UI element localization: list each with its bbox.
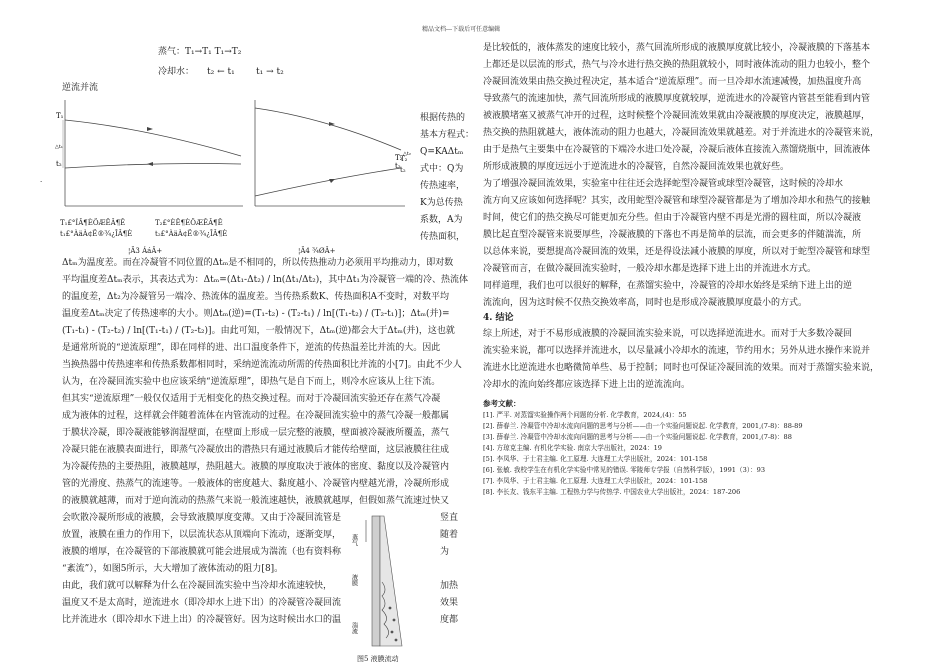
counterflow-parallelflow-label: 逆流并流	[62, 83, 99, 93]
conclusion-text	[483, 326, 879, 394]
body-line: “紊流”），如图5所示，大大增加了液体流动的阻力[8]。	[62, 564, 284, 574]
figure-caption: 图5 液膜流动	[357, 655, 399, 663]
bullet-mark: .	[40, 176, 43, 184]
liquid-film	[380, 516, 402, 646]
reference-item: [3]. 薛春兰. 冷凝管中冷却水流向问题的思考与分析——由一个实验问题说起. 化学教育，2001,(7-8)：88	[483, 433, 792, 441]
figure-label-turbulence: 湍流	[350, 622, 358, 634]
references-list	[483, 410, 803, 498]
body-line: 流方向又应该如何选择呢？其实，改用蛇型冷凝管和球型冷凝管都是为了增加冷却水和热气的接触	[483, 196, 871, 206]
side-line: 传热面积，	[420, 232, 466, 242]
body-line: 冷凝管而言，在做冷凝回流实验时，一般冷却水都是选择下进上出的并流进水方式。	[483, 264, 817, 274]
float-word: 度都	[440, 615, 459, 625]
label-T1: T₁	[56, 112, 64, 120]
body-line: 由于是热气主要集中在冷凝管的下端冷水进口处冷凝，冷凝后液体直接流入蒸馏烧瓶中，回流液体	[483, 145, 871, 155]
steam-formula: 蒸气：T₁→T₁ T₁→T₂	[158, 47, 242, 57]
steam-curve	[65, 120, 241, 156]
body-line: 但其实“逆流原理”一般仅仅适用于无相变化的热交换过程。而对于冷凝回流实验还存在蒸气冷凝	[62, 394, 441, 404]
body-line: Δtₘ为温度差。而在冷凝管不同位置的Δtₘ是不相同的，所以传热推动力必须用平均推动力，即对数	[62, 258, 454, 268]
side-line: 基本方程式：	[420, 130, 475, 140]
body-line: (T₁-t₁) - (T₂-t₂) / ln[(T₁-t₁) / (T₂-t₂)]。由此可知，一般情况下，Δtₘ(逆)都会大于Δtₘ(并)，这也就	[62, 326, 455, 336]
figure-label-steam: 蒸气	[350, 534, 358, 546]
body-line: 上都还是以层流的形式，热气与冷水进行热交换的热阻就较小，同时液体流动的阻力也较小，整个	[483, 60, 871, 70]
droplet	[393, 619, 396, 622]
reference-item: [4]. 方琼克主编. 有机化学实验. 南京大学出版社，2024：19	[483, 444, 662, 452]
label-dt1: △t₁	[55, 144, 63, 150]
body-line: 冷凝回流效果由热交换过程决定，基本适合“逆流原理”。而一旦冷却水流速减慢，加热温度升高	[483, 77, 862, 87]
graph-label-T2: T₂	[400, 155, 408, 163]
reference-item: [6]. 张敏. 我校学生在有机化学实验中常见的错误. 零陵师专学报（自然科学版），1991（3）：93	[483, 466, 766, 474]
body-line: 液膜的增厚，在冷凝管的下部液膜就可能会进展成为湍流（也有资料称	[62, 547, 342, 557]
side-line: K为总传热	[420, 198, 463, 208]
body-line: 管的光滑度、热蒸气的流速等。一般液体的密度越大、黏度越小、冷凝管内壁越光滑，冷凝所形成	[62, 479, 450, 489]
body-line: 由此，我们就可以解释为什么在冷凝回流实验中当冷却水流速较快，	[62, 581, 333, 591]
liquid-film-flow-figure	[352, 512, 422, 652]
reference-item: [7]. 李凤华、于士君主编. 化工原理. 大连理工大学出版社，2024：101-158	[483, 477, 708, 485]
side-line: 式中：Q为	[420, 164, 464, 174]
body-line: 流进水比逆流进水也略微简单些、易于控制；同时也可保证冷凝回流的效果。而对于蒸馏实验来说，	[483, 363, 880, 373]
reference-item: [5]. 李凤华、于士君主编. 化工原理. 大连理工大学出版社，2024：101-158	[483, 455, 708, 463]
body-line: 冷凝只能在液膜表面进行，即蒸气冷凝放出的潜热只有通过液膜后才能传给壁面，这层液膜往往成	[62, 445, 450, 455]
body-line: 冷却水的流向始终都应该选择下进上出的逆流流向。	[483, 380, 691, 390]
body-line: 平均温度差Δtₘ表示，其表达式为：Δtₘ=(Δt₁-Δt₂) / ln(Δt₁/Δt₂)，其中Δt₁为冷凝管一端的冷、热流体	[62, 275, 468, 285]
references-heading: 参考文献：	[483, 399, 521, 408]
droplet	[395, 639, 398, 642]
body-line: 同样道理，我们也可以很好的解释，在蒸馏实验中，冷凝管的冷却水始终是采纳下进上出的逆	[483, 281, 853, 291]
label-t2: t₂	[56, 160, 62, 168]
label-t2: t₂	[395, 162, 401, 170]
body-line: 会吹散冷凝所形成的液膜，会导致液膜厚度变薄。又由于冷凝回流管是	[62, 513, 342, 523]
float-word: 竖直	[440, 513, 459, 523]
reference-item: [1]. 严平. 对蒸馏实验操作两个问题的分析. 化学教育，2024,(4)：55	[483, 411, 687, 419]
body-line: 膜比起直型冷凝管来说要厚些，冷凝液膜的下落也不再是简单的层流，而会更多的伴随湍流，所	[483, 230, 862, 240]
parallelflow-temperature-graph	[245, 98, 420, 210]
side-text	[420, 110, 474, 246]
right-graph-caption-1: T₂£°ÈÊ¶ÈÖÆÊÂ¶Ê	[155, 219, 223, 227]
body-line: 放置，液膜在重力的作用下，以层流状态从顶端向下流动，逐渐变厚，	[62, 530, 342, 540]
body-line: 温度又不是太高时，逆流进水（即冷却水上进下出）的冷凝管冷凝回流	[62, 598, 342, 608]
body-line: 的温度差，Δt₂为冷凝管另一端冷、热流体的温度差。当传热系数K、传热面积A不变时，对数平均	[62, 292, 449, 302]
body-line: 比并流进水（即冷却水下进上出）的冷凝管好。因为这时候出水口的温	[62, 615, 342, 625]
arrow-icon	[147, 162, 153, 166]
body-line: 温度差Δtₘ决定了传热速率的大小。则Δtₘ(逆)=(T₁-t₂) - (T₂-t₁) / ln[(T₁-t₂) / (T₂-t₁)]；Δtₘ(并)=	[62, 309, 450, 319]
right-body-text	[483, 40, 879, 312]
side-line: 传热速率，	[420, 181, 466, 191]
float-word: 随着	[440, 530, 459, 540]
float-word: 加热	[440, 581, 459, 591]
arrow-icon	[329, 179, 335, 183]
label-T2: T₂	[395, 154, 403, 162]
body-line: 以总体来说，要想提高冷凝回流的效果，还是得设法减小液膜的厚度，所以对于蛇型冷凝管和球型	[483, 247, 871, 257]
graph-label-t2: t₂	[400, 166, 406, 174]
body-line: 导致蒸气的流速加快，蒸气回流所形成的液膜厚度就较厚，逆流进水的冷凝管内管甚至能看到内管	[483, 94, 871, 104]
conclusion-heading: 4. 结论	[483, 313, 514, 323]
side-line: 根据传热的	[420, 113, 466, 123]
left-graph-caption-3: ¦Ä3 ÁáÂ+	[128, 247, 163, 255]
body-line: 是比较低的，液体蒸发的速度比较小，蒸气回流所形成的液膜厚度就比较小，冷凝液膜的下落基本	[483, 43, 871, 53]
side-line: Q=KAΔtₘ	[420, 147, 464, 157]
body-line: 的液膜就越薄，而对于逆向流动的热蒸气来说一般流速越快，液膜就越厚，但假如蒸气流速过快又	[62, 496, 450, 506]
tube-wall	[372, 516, 380, 646]
left-graph-caption-1: T₁£°ÍÂ¶ÈÖÆÊÂ¶Ê	[60, 219, 126, 227]
body-line: 时间，使它们的热交换尽可能更加充分些。但由于冷凝管内壁不再是光滑的圆柱面，所以冷凝液	[483, 213, 862, 223]
cooling-water-parallelflow: t₁ → t₂	[256, 67, 284, 77]
cooling-water-counterflow: t₂ ← t₁	[207, 67, 235, 77]
label-dt2: △t₂	[403, 151, 411, 157]
left-graph-caption-2: t₁£°ÀäÀ¢Ë®¾¿ÎÂ¶È	[60, 230, 133, 238]
side-line: 系数，A为	[420, 215, 463, 225]
counterflow-temperature-graph	[55, 98, 245, 210]
body-line: 当换热器中传热速率和传热系数都相同时，采纳逆流流动所需的传热面积比并流的小[7]。由此不少人	[62, 360, 462, 370]
cooling-water-label: 冷却水：	[158, 67, 195, 77]
right-graph-caption-3: ¦Ä4 ¾ØÂ+	[298, 247, 336, 255]
page-header: 精品文档---下载后可任意编辑	[422, 26, 501, 33]
body-line: 于膜状冷凝，即冷凝液能够润湿壁面，在壁面上形成一层完整的液膜，壁面被冷凝液所覆盖，蒸气	[62, 428, 450, 438]
reference-item: [2]. 薛春兰. 冷凝管中冷却水流向问题的思考与分析——由一个实验问题说起. 化学教育，2001,(7-8)：88-89	[483, 422, 803, 430]
body-line: 所形成液膜的厚度远远小于逆流进水的冷凝管，自然冷凝回流效果也就好些。	[483, 162, 790, 172]
float-word: 效果	[440, 598, 459, 608]
body-line: 热交换的热阻就越大，液体流动的阻力也越大，冷凝回流效果就越差。对于并流进水的冷凝管来说，	[483, 128, 880, 138]
body-line: 为了增强冷凝回流效果，实验室中往往还会选择蛇型冷凝管或球型冷凝管，这时候的冷却水	[483, 179, 844, 189]
reference-item: [8]. 李长友、钱东平主编. 工程热力学与传热学. 中国农业大学出版社，2024：187-206	[483, 488, 741, 496]
body-line: 综上所述，对于不易形成液膜的冷凝回流实验来说，可以选择逆流进水。而对于大多数冷凝回	[483, 329, 853, 339]
steam-curve	[255, 108, 401, 150]
body-line: 是通常所说的“逆流原理”，即在同样的进、出口温度条件下，逆流的传热温差比并流的大。因此	[62, 343, 441, 353]
droplet	[391, 631, 394, 634]
body-line: 认为，在冷凝回流实验中也应该采纳“逆流原理”，即热气是自下而上，则冷水应该从上往下流。	[62, 377, 441, 387]
water-curve	[255, 168, 401, 196]
body-line: 成为液体的过程，这样就会伴随着流体在内管流动的过程。在冷凝回流实验中的蒸气冷凝一般都属	[62, 411, 450, 421]
droplet	[389, 607, 392, 610]
body-line: 被液膜堵塞又被蒸气冲开的过程，这时候整个冷凝回流效果就由冷凝液膜的厚度决定，液膜越厚，	[483, 111, 871, 121]
body-line: 流实验来说，都可以选择并流进水，以尽量减小冷却水的流速，节约用水；另外从进水操作来说并	[483, 346, 871, 356]
float-word: 为	[440, 547, 450, 557]
body-line: 流流向，因为这时候不仅热交换效率高，同时也是形成冷凝液膜厚度最小的方式。	[483, 298, 808, 308]
arrow-icon	[147, 127, 153, 131]
body-line: 为冷凝传热的主要热阻，液膜越厚，热阻越大。液膜的厚度取决于液体的密度、黏度以及冷凝管内	[62, 462, 450, 472]
right-graph-caption-2: t₂£°ÀäÀ¢Ë®¾¿ÎÂ¶È	[155, 230, 228, 238]
figure-label-film: 液膜	[350, 574, 358, 586]
